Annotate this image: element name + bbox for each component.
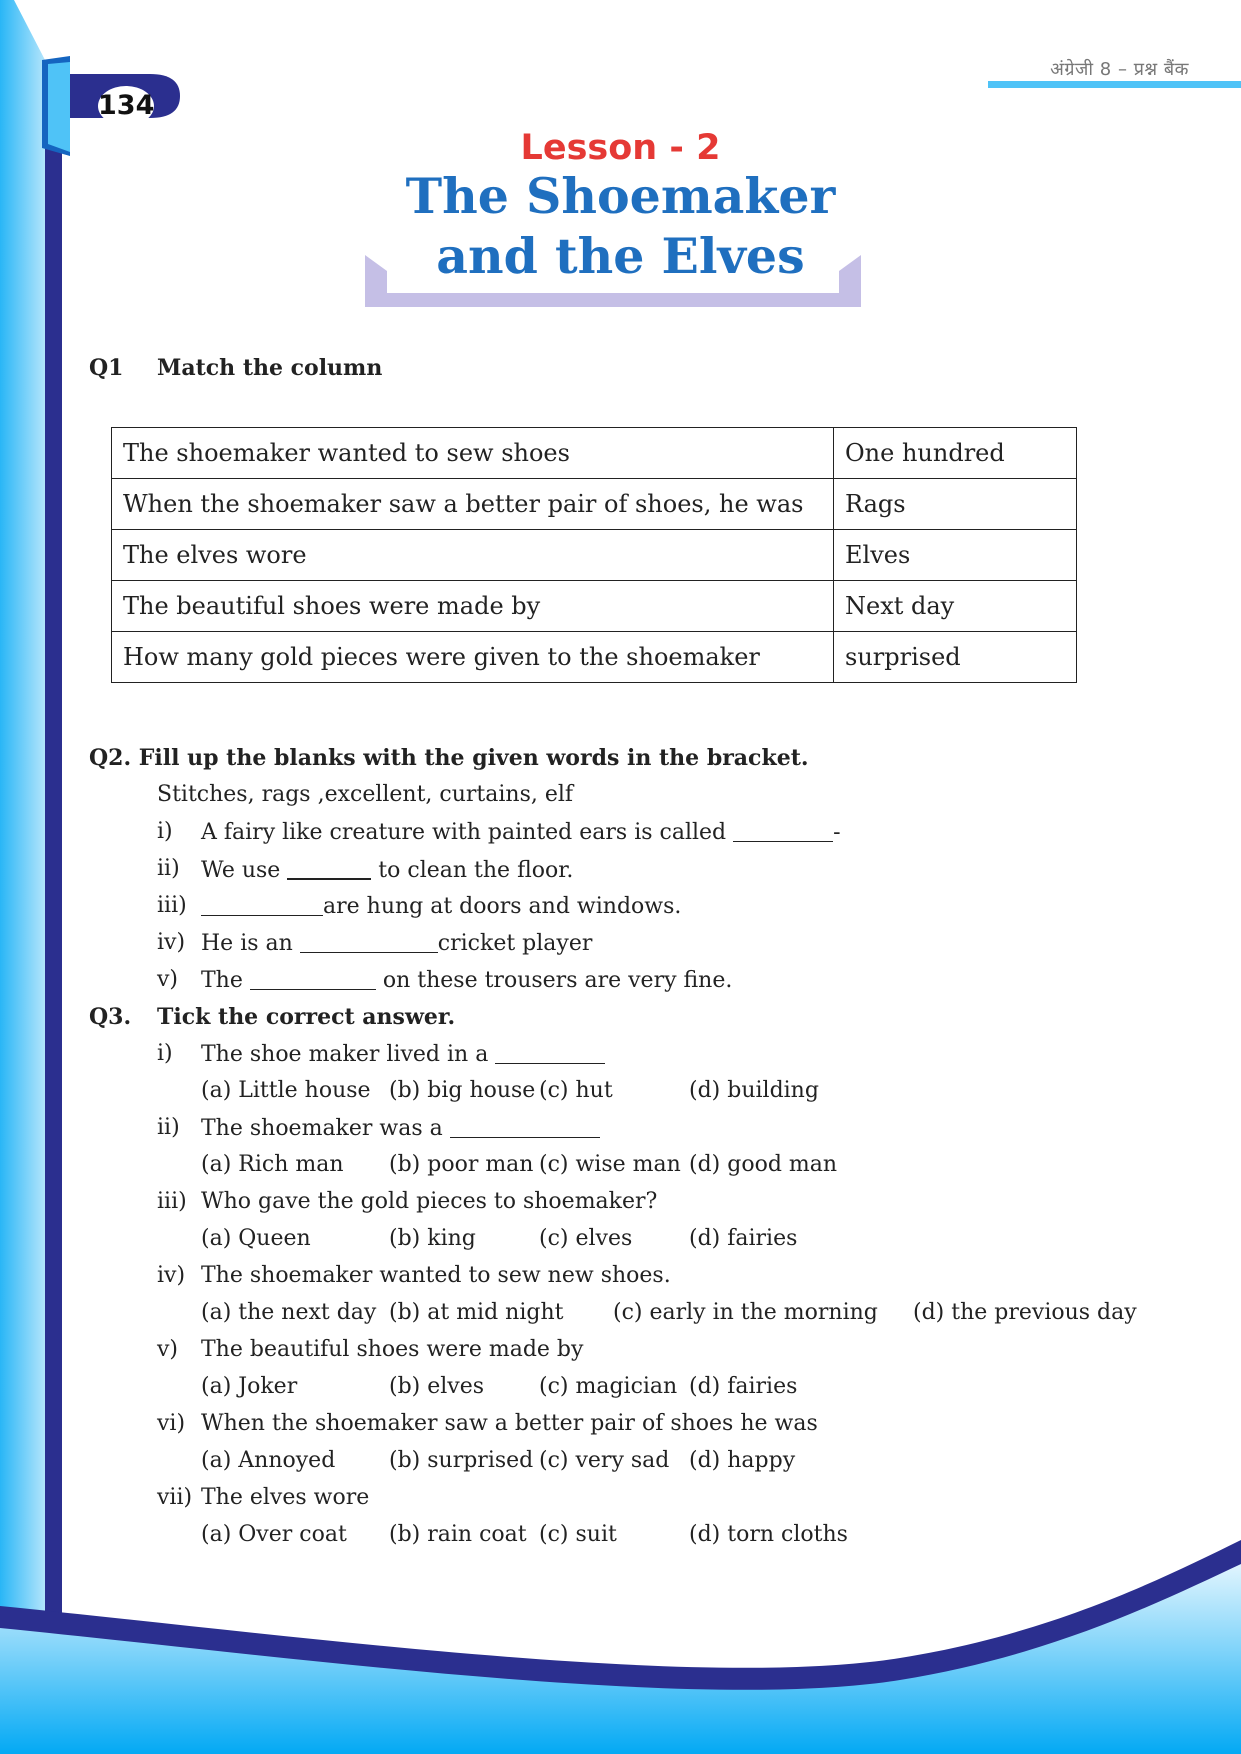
q2-item-text: We use: [201, 858, 288, 883]
option-d[interactable]: (d) fairies: [689, 1374, 798, 1399]
q3-question: Who gave the gold pieces to shoemaker?: [201, 1189, 658, 1214]
q3-question: The beautiful shoes were made by: [201, 1337, 584, 1362]
right-cell: Elves: [834, 530, 1077, 581]
answer-blank: [287, 856, 371, 880]
q2-item-text: He is an: [201, 931, 300, 956]
q2-item: [201, 967, 732, 993]
right-cell: Rags: [834, 479, 1077, 530]
q2-item-number: ii): [157, 856, 180, 881]
bottom-wave-decoration: [0, 1540, 1241, 1754]
q2-item: [201, 819, 841, 845]
option-a[interactable]: (a) Rich man: [201, 1152, 344, 1177]
q3-item-number: vi): [157, 1411, 186, 1436]
q3-item-number: iii): [157, 1189, 187, 1214]
option-d[interactable]: (d) fairies: [689, 1226, 798, 1251]
left-cell: The beautiful shoes were made by: [112, 581, 834, 632]
answer-blank: [250, 967, 376, 990]
q2-item-number: v): [157, 967, 179, 992]
option-b[interactable]: (b) elves: [389, 1374, 485, 1399]
option-c[interactable]: (c) hut: [539, 1078, 613, 1103]
option-d[interactable]: (d) the previous day: [913, 1300, 1137, 1325]
option-a[interactable]: (a) Little house: [201, 1078, 371, 1103]
option-a[interactable]: (a) Over coat: [201, 1522, 347, 1547]
option-d[interactable]: (d) building: [689, 1078, 819, 1103]
q3-question: [201, 1115, 600, 1141]
q3-question-text: The shoemaker was a: [201, 1116, 450, 1141]
option-c[interactable]: (c) early in the morning: [613, 1300, 878, 1325]
q2-item: [201, 856, 573, 883]
q2-item-text: to clean the floor.: [371, 858, 574, 883]
q2-item-text: The: [201, 968, 250, 993]
q2-item-text: are hung at doors and windows.: [323, 894, 682, 919]
option-d[interactable]: (d) happy: [689, 1448, 796, 1473]
book-header-tag: अंग्रेजी 8 – प्रश्न बैंक: [1050, 59, 1189, 80]
title-line-1: The Shoemaker: [405, 167, 836, 225]
option-c[interactable]: (c) very sad: [539, 1448, 670, 1473]
left-cell: The shoemaker wanted to sew shoes: [112, 428, 834, 479]
answer-blank: [495, 1041, 605, 1064]
lesson-label: Lesson - 2: [520, 128, 721, 168]
q2-item-number: iii): [157, 893, 187, 918]
q1-number: Q1: [89, 355, 124, 381]
q2-item-text: on these trousers are very fine.: [375, 968, 733, 993]
q3-question-text: The shoe maker lived in a: [201, 1042, 496, 1067]
option-b[interactable]: (b) poor man: [389, 1152, 534, 1177]
q3-heading: Tick the correct answer.: [157, 1004, 456, 1030]
table-row: [112, 479, 1077, 530]
q3-number: Q3.: [89, 1004, 132, 1030]
q3-item-number: ii): [157, 1115, 180, 1140]
title-line-2: and the Elves: [436, 227, 805, 285]
answer-blank: [300, 930, 438, 953]
header-divider: [988, 81, 1241, 88]
answer-blank: [450, 1115, 600, 1138]
q3-question: [201, 1041, 605, 1067]
left-cell: The elves wore: [112, 530, 834, 581]
option-b[interactable]: (b) at mid night: [389, 1300, 564, 1325]
word-bank: Stitches, rags ,excellent, curtains, elf: [157, 782, 574, 807]
q3-question: When the shoemaker saw a better pair of shoes he was: [201, 1411, 818, 1436]
option-d[interactable]: (d) good man: [689, 1152, 838, 1177]
option-d[interactable]: (d) torn cloths: [689, 1522, 848, 1547]
match-table: [111, 427, 1077, 683]
answer-blank: [201, 893, 323, 916]
right-cell: Next day: [834, 581, 1077, 632]
option-b[interactable]: (b) surprised: [389, 1448, 534, 1473]
q2-item: [201, 893, 681, 919]
option-a[interactable]: (a) the next day: [201, 1300, 377, 1325]
option-b[interactable]: (b) king: [389, 1226, 476, 1251]
right-cell: surprised: [834, 632, 1077, 683]
q1-heading: Match the column: [157, 355, 383, 381]
option-c[interactable]: (c) suit: [539, 1522, 617, 1547]
table-row: [112, 530, 1077, 581]
right-cell: One hundred: [834, 428, 1077, 479]
page-number: 134: [98, 86, 154, 126]
table-row: [112, 428, 1077, 479]
left-cell: How many gold pieces were given to the shoemaker: [112, 632, 834, 683]
option-b[interactable]: (b) rain coat: [389, 1522, 527, 1547]
q2-heading: Q2. Fill up the blanks with the given words in the bracket.: [89, 745, 809, 771]
q2-item-number: i): [157, 819, 173, 844]
q2-item-text: -: [833, 820, 841, 845]
q3-item-number: v): [157, 1337, 179, 1362]
q3-question: The shoemaker wanted to sew new shoes.: [201, 1263, 671, 1288]
option-a[interactable]: (a) Queen: [201, 1226, 311, 1251]
left-cell: When the shoemaker saw a better pair of shoes, he was: [112, 479, 834, 530]
q3-question: The elves wore: [201, 1485, 370, 1510]
q3-item-number: vii): [157, 1485, 193, 1510]
title-underline-bracket: [365, 255, 861, 307]
table-row: [112, 632, 1077, 683]
q3-item-number: iv): [157, 1263, 186, 1288]
answer-blank: [733, 819, 833, 842]
option-a[interactable]: (a) Joker: [201, 1374, 298, 1399]
option-c[interactable]: (c) wise man: [539, 1152, 681, 1177]
q2-item: [201, 930, 592, 956]
table-row: [112, 581, 1077, 632]
q3-item-number: i): [157, 1041, 173, 1066]
q2-item-text: A fairy like creature with painted ears is called: [201, 820, 734, 845]
option-c[interactable]: (c) magician: [539, 1374, 678, 1399]
q2-item-text: cricket player: [437, 931, 593, 956]
option-a[interactable]: (a) Annoyed: [201, 1448, 336, 1473]
q2-item-number: iv): [157, 930, 186, 955]
option-c[interactable]: (c) elves: [539, 1226, 633, 1251]
option-b[interactable]: (b) big house: [389, 1078, 536, 1103]
